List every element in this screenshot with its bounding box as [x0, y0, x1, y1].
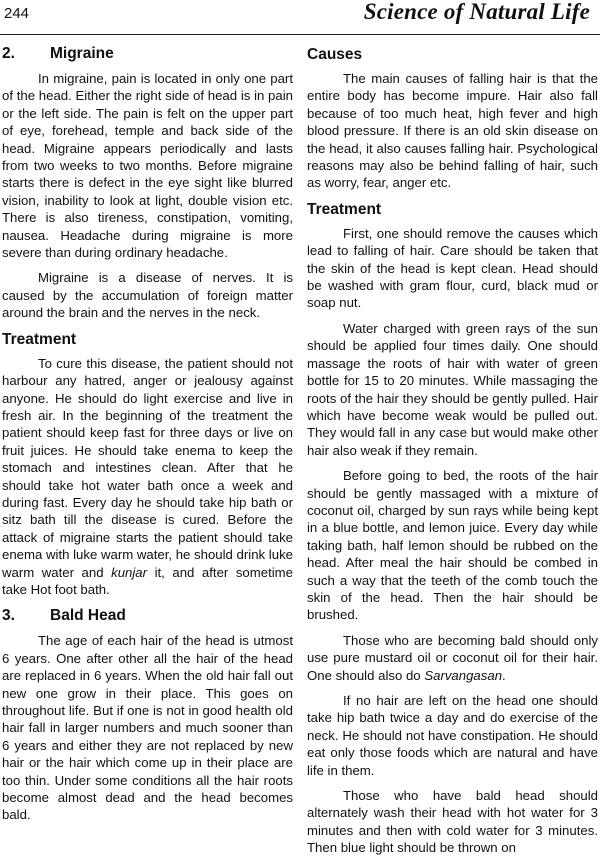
section-heading-bald-head: [2, 606, 293, 626]
subheading-treatment: Treatment: [307, 200, 382, 218]
italic-term: kunjar: [111, 564, 148, 580]
italic-term: Sarvangasan: [424, 667, 503, 683]
subheading-causes: Causes: [307, 46, 363, 63]
section-title: Migraine: [50, 45, 114, 62]
text-run: .: [502, 667, 506, 683]
left-column: [2, 42, 293, 832]
paragraph: The age of each hair of the head is utmost 6 years. One after other all the hair of the head are replaced in 6 years. When the old hair fall out new one grow in their place. This goes on throughout life. But if one is not in good health old hair fall in larger numbers and much sooner than 6 years and either they are not replaced by new hair or the hair which come up in their place are too thin. Under some conditions all the hair roots become almost dead and the head becomes bald.: [2, 633, 293, 823]
section-number: 3.: [2, 607, 15, 625]
section-heading-migraine: [2, 44, 293, 64]
section-title: Bald Head: [50, 607, 126, 625]
paragraph: In migraine, pain is located in only one part of the head. Either the right side of head is in pain or the left side. The pain is felt on the upper part of eye, forehead, temple and back side of the head. Migraine appears periodically and lasts from two weeks to two months. Before migraine starts there is defect in the eye sight like blurred vision, inability to look at light, double vision etc. There is also tireness, constipation, vomiting, nausea. Headache during migraine is more severe than during ordinary headache.: [2, 71, 293, 261]
subheading-treatment: Treatment: [2, 330, 77, 348]
text-run: it, and after sometime take Hot foot bath.: [2, 564, 293, 597]
paragraph: The main causes of falling hair is that the entire body has become impure. Hair also fall because of too much heat, high fever and high blood pressure. If there is an old skin disease on the head, it also causes falling hair. Psychological reasons may also be behind falling of hair, such as worry, fear, anger etc.: [307, 71, 598, 191]
paragraph: Water charged with green rays of the sun should be applied four times daily. One should massage the roots of hair with water of green bottle for 15 to 20 minutes. While massaging the roots of the hair they should be gently pulled. Hair which have become weak would be pulled out. They would fall in any case but would make other hair also weak if they remain.: [307, 320, 598, 458]
paragraph: Migraine is a disease of nerves. It is caused by the accumulation of foreign matter around the brain and the nerves in the neck.: [2, 270, 293, 321]
page-header: [0, 0, 600, 35]
text-run: Those who are becoming bald should only use pure mustard oil or coconut oil for their hair. One should also do: [307, 632, 598, 683]
right-column: [307, 42, 598, 865]
paragraph: First, one should remove the causes which lead to falling of hair. Care should be taken that the skin of the head is kept clean. Head should be washed with gram flour, curd, black mud or soap nut.: [307, 225, 598, 311]
running-title: Science of Natural Life: [363, 0, 590, 24]
page-number: 244: [4, 5, 30, 22]
paragraph: Those who have bald head should alternately wash their head with hot water for 3 minutes and then with cold water for 3 minutes. Then blue light should be thrown on: [307, 788, 598, 856]
paragraph: Before going to bed, the roots of the hair should be gently massaged with a mixture of coconut oil, charged by sun rays while being kept in a blue bottle, and lemon juice. Every day while taking bath, half lemon should be rubbed on the head. After meal the hair should be combed in such a way that the teeth of the comb touch the skin of the head. Then the hair should be brushed.: [307, 468, 598, 623]
paragraph: [307, 632, 598, 684]
section-number: 2.: [2, 45, 15, 62]
paragraph: [2, 355, 293, 599]
paragraph: If no hair are left on the head one should take hip bath twice a day and do exercise of the neck. He should not have constipation. He should eat only those foods which are natural and have life in them.: [307, 693, 598, 778]
text-run: To cure this disease, the patient should not harbour any hatred, anger or jealousy against anyone. He should do light exercise and live in fresh air. In the beginning of the treatment the patient should keep fast for three days or live on fruit juices. He should take enema to keep the stomach and intestines clean. After that he should take hot water bath once a week and during fast. Every day he should take hip bath or sitz bath till the disease is cured. Before the attack of migraine starts the patient should take enema with luke warm water, he should drink luke warm water and: [2, 355, 294, 580]
